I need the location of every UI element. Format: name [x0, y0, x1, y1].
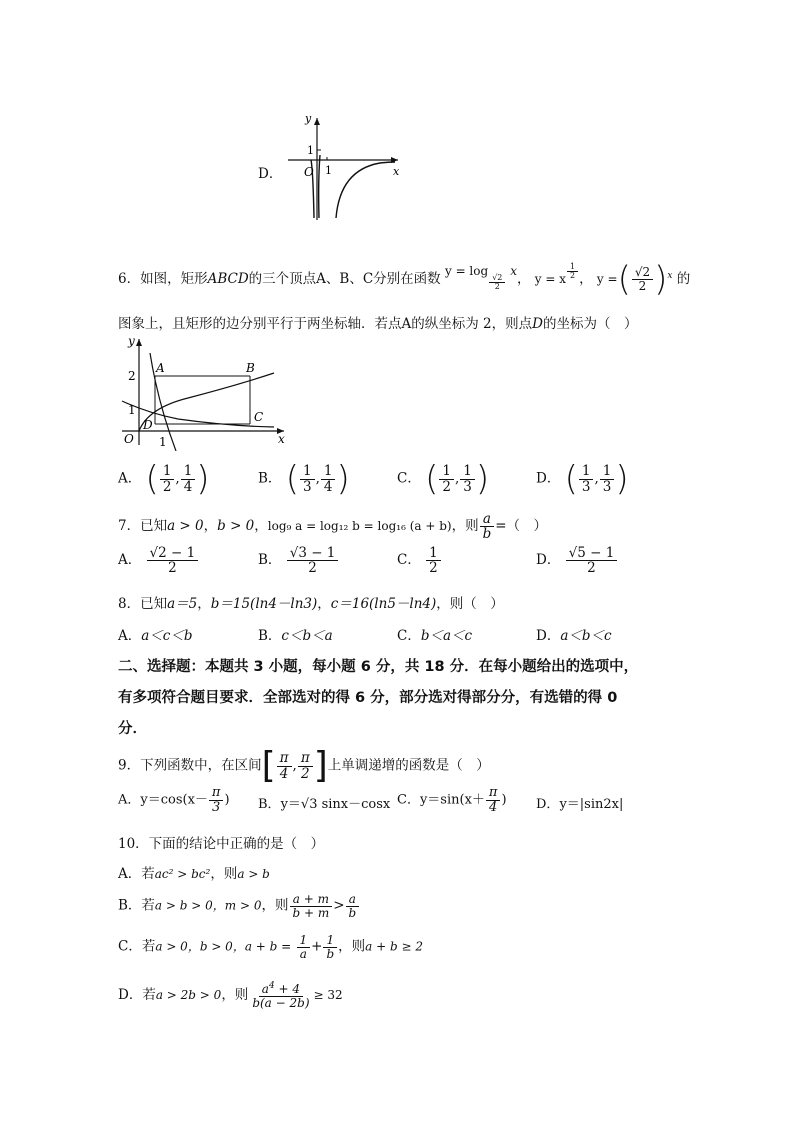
q6-b-num2: 1 — [321, 464, 336, 479]
q6-func2-text: y = x — [534, 272, 567, 286]
q6-a-den2: 4 — [183, 478, 193, 495]
q9-option-b[interactable] — [258, 793, 390, 812]
q6-graph — [118, 333, 290, 451]
q7-d-num: √5 − 1 — [566, 546, 618, 561]
q8-option-a[interactable] — [118, 624, 193, 644]
q8-option-a-label: A． — [118, 628, 142, 644]
q6-stem-line2 — [118, 312, 637, 332]
q7-option-c[interactable] — [397, 546, 442, 575]
q10-option-c[interactable]: C．若a > 0，b > 0，a + b = $\frac{1}{a}$ + $\frac{1}{b}$ ，则a + b ≥ 2 — [118, 933, 423, 961]
q6-y-label: y — [128, 334, 135, 348]
q6-d-num2: 1 — [600, 464, 615, 479]
q7-b-den: 2 — [308, 560, 317, 577]
q8-prefix: 8．已知 — [118, 596, 168, 612]
q10-a-label: A．若 — [118, 866, 155, 882]
q10-option-b[interactable]: B．若a > b > 0，m > 0，则 $\frac{a + m}{b + m}$ > $\frac{a}{b}$ — [118, 893, 360, 919]
q6-func3-text: y = — [596, 272, 618, 286]
q6-a-num1: 1 — [160, 464, 175, 479]
q7-b-num: √3 − 1 — [287, 546, 339, 561]
q8-option-a-value: a＜c＜b — [141, 628, 193, 644]
q6-option-d[interactable]: D． ( $\frac{1}{3}$ , $\frac{1}{3}$ ) — [536, 459, 629, 499]
q6-B-label: B — [246, 361, 255, 375]
q9-option-d-value: y＝|sin2x| — [559, 797, 624, 812]
q10-d-cond: a > 2b > 0 — [155, 988, 222, 1003]
section2-line2: 有多项符合题目要求．全部选对的得 6 分，部分选对得部分分，有选错的得 0 — [118, 690, 618, 706]
q6-option-b-label: B． — [258, 470, 282, 487]
q9-option-d-label: D． — [536, 797, 560, 812]
q9-option-d[interactable] — [536, 793, 623, 812]
q10-option-d[interactable]: D．若a > 2b > 0，则 $\frac{a^4 + 4}{b(a - 2b)}$ ≥ 32 — [118, 981, 343, 1010]
q7-option-a[interactable] — [118, 546, 199, 575]
q5-x-label: x — [393, 165, 400, 178]
q9-option-a[interactable]: A．y＝cos(x－ $\frac{\pi}{3}$ ) — [118, 785, 230, 815]
q10-stem: 10．下面的结论中正确的是（ ） — [118, 836, 325, 852]
q10-d-then: ，则 — [221, 987, 249, 1004]
q9-option-a-value: y＝cos(x－ — [140, 792, 208, 808]
q5-y-label: y — [305, 112, 312, 125]
q7-a-num: √2 − 1 — [147, 546, 199, 561]
q7-end: =（ ） — [495, 518, 548, 535]
q7-equation: log₉ a = log₁₂ b = log₁₆ (a + b) — [267, 519, 452, 534]
q6-option-b[interactable]: B． ( $\frac{1}{3}$ , $\frac{1}{4}$ ) — [258, 459, 350, 499]
q7-option-b-label: B． — [258, 552, 282, 569]
q6-suffix: 的 — [676, 271, 691, 287]
q8-option-b-label: B． — [258, 628, 282, 644]
q10-c-then: ，则 — [338, 938, 366, 955]
q6-option-c-label: C． — [397, 470, 421, 487]
q9-prefix: 9．下列函数中，在区间 — [118, 757, 262, 774]
section2-line3: 分． — [118, 721, 147, 737]
q6-line2-text: 图象上，且矩形的边分别平行于两坐标轴．若点A的纵坐标为 2，则点 — [118, 316, 533, 332]
q6-option-a-label: A． — [118, 470, 142, 487]
q8-option-b-value: c＜b＜a — [281, 628, 333, 644]
q10-a-res: a > b — [237, 867, 270, 881]
q6-rect-name: ABCD — [207, 271, 249, 287]
q8-c: c＝16(ln5－ln4) — [330, 596, 437, 612]
q6-func1: y = log $_{\frac{√2}{2}}$ x — [444, 264, 517, 291]
q6-func1-text: y = log — [444, 264, 489, 278]
q6-mid: 的三个顶点A、B、C分别在函数 — [248, 271, 441, 287]
q7-option-d-label: D． — [536, 552, 561, 569]
q6-func1-arg: x — [510, 264, 517, 278]
q7-option-b[interactable] — [258, 546, 339, 575]
q6-prefix: 6．如图，矩形 — [118, 271, 208, 287]
q8-option-c[interactable] — [397, 624, 472, 644]
q7-stem: 7．已知a > 0，b > 0，log₉ a = log₁₂ b = log₁₆ (a + b)，则 $\frac{a}{b}$ =（ ） — [118, 511, 548, 543]
q10-d-label: D．若 — [118, 987, 156, 1004]
q6-func3: y =( $\frac{√2}{2}$ )$^x$ — [596, 259, 673, 300]
q7-option-c-label: C． — [397, 552, 421, 569]
q9-option-c[interactable]: C．y＝sin(x＋ $\frac{\pi}{4}$ ) — [397, 785, 507, 815]
q6-one-y: 1 — [128, 403, 136, 417]
q7-prefix: 7．已知 — [118, 518, 168, 535]
q9-option-c-value: y＝sin(x＋ — [419, 792, 485, 808]
q6-d-num1: 1 — [579, 464, 594, 479]
q8-option-c-value: b＜a＜c — [420, 628, 473, 644]
q7-c-den: 2 — [429, 560, 438, 577]
q7-cond1: a > 0 — [167, 518, 204, 535]
q6-c-den2: 3 — [463, 478, 472, 495]
q6-b-den1: 3 — [302, 478, 312, 495]
q6-option-c[interactable]: C． ( $\frac{1}{2}$ , $\frac{1}{3}$ ) — [397, 459, 490, 499]
q6-C-label: C — [254, 410, 264, 424]
q10-c-cond: a > 0，b > 0，a + b = — [155, 939, 292, 954]
q5-one-y: 1 — [307, 144, 314, 157]
q10-b-label: B．若 — [118, 897, 155, 914]
q7-then: ，则 — [451, 518, 479, 535]
q6-option-a[interactable]: A． ( $\frac{1}{2}$ , $\frac{1}{4}$ ) — [118, 459, 210, 499]
q6-origin: O — [124, 432, 134, 446]
q6-b-num1: 1 — [300, 464, 315, 479]
q7-c-num: 1 — [426, 546, 441, 561]
q10-d-res: ≥ 32 — [313, 988, 343, 1003]
q10-c-res: a + b ≥ 2 — [365, 939, 423, 954]
q6-one-x: 1 — [159, 435, 167, 449]
q5-origin-label: O — [304, 165, 314, 179]
q6-b-den2: 4 — [323, 478, 333, 495]
q6-stem-line1: 6．如图，矩形ABCD的三个顶点A、B、C分别在函数 y = log $_{\frac{√2}{2}}$ x， y = x $^{\frac{1}{2}}$ ， y =( $\frac{√2}{2}$ )$^x$ 的 — [118, 259, 691, 300]
q9-option-b-label: B． — [258, 797, 281, 812]
q7-a-den: 2 — [168, 560, 177, 577]
q5-one-x: 1 — [325, 164, 332, 177]
q9-stem: 9．下列函数中，在区间[ $\frac{\pi}{4}$ , $\frac{\pi}{2}$ ]上单调递增的函数是（ ） — [118, 745, 490, 786]
q7-cond2: b > 0 — [217, 518, 255, 535]
q5-graph — [280, 110, 410, 225]
q6-option-d-label: D． — [536, 470, 561, 487]
q6-c-num2: 1 — [460, 464, 475, 479]
q10-b-cond: a > b > 0，m > 0 — [154, 898, 262, 913]
q8-option-d-label: D． — [536, 628, 561, 644]
q7-option-d[interactable] — [536, 546, 618, 575]
q8-option-c-label: C． — [397, 628, 421, 644]
q6-c-num1: 1 — [439, 464, 454, 479]
q6-A-label: A — [156, 361, 165, 375]
section2-line1: 二、选择题：本题共 3 小题，每小题 6 分，共 18 分．在每小题给出的选项中， — [118, 659, 639, 675]
q10-c-label: C．若 — [118, 938, 156, 955]
q10-a-cond: ac² > bc² — [154, 867, 211, 881]
q8-a: a＝5 — [167, 596, 198, 612]
q9-option-a-label: A． — [118, 792, 141, 808]
q9-suffix: 上单调递增的函数是（ ） — [327, 757, 490, 774]
q5-option-d-label: D． — [258, 166, 283, 182]
q7-option-a-label: A． — [118, 552, 142, 569]
q6-x-label: x — [278, 432, 285, 446]
q6-a-num2: 1 — [181, 464, 196, 479]
q6-line2-end: 的坐标为（ ） — [542, 316, 638, 332]
q8-b: b＝15(ln4－ln3) — [210, 596, 318, 612]
q9-option-c-label: C． — [397, 792, 420, 808]
q6-func2: y = x $^{\frac{1}{2}}$ — [535, 272, 579, 286]
q6-D-label: D — [143, 418, 153, 432]
q8-stem: 8．已知a＝5，b＝15(ln4－ln3)，c＝16(ln5－ln4)，则（ ） — [118, 596, 504, 612]
q10-option-a[interactable] — [118, 862, 270, 882]
q6-two: 2 — [128, 369, 136, 383]
q8-option-b[interactable] — [258, 624, 333, 644]
q6-d-den1: 3 — [581, 478, 591, 495]
q6-point-d: D — [532, 316, 543, 332]
q8-option-d[interactable] — [536, 624, 612, 644]
q9-option-b-value: y＝√3 sinx－cosx — [280, 797, 391, 812]
q6-d-den2: 3 — [602, 478, 612, 495]
q6-c-den1: 2 — [442, 478, 451, 495]
q10-a-then: ，则 — [210, 866, 238, 882]
q10-b-then: ，则 — [261, 897, 289, 914]
q8-option-d-value: a＜b＜c — [560, 628, 612, 644]
q6-a-den1: 2 — [162, 478, 172, 495]
q8-end: ，则（ ） — [436, 596, 504, 612]
q7-d-den: 2 — [587, 560, 596, 577]
